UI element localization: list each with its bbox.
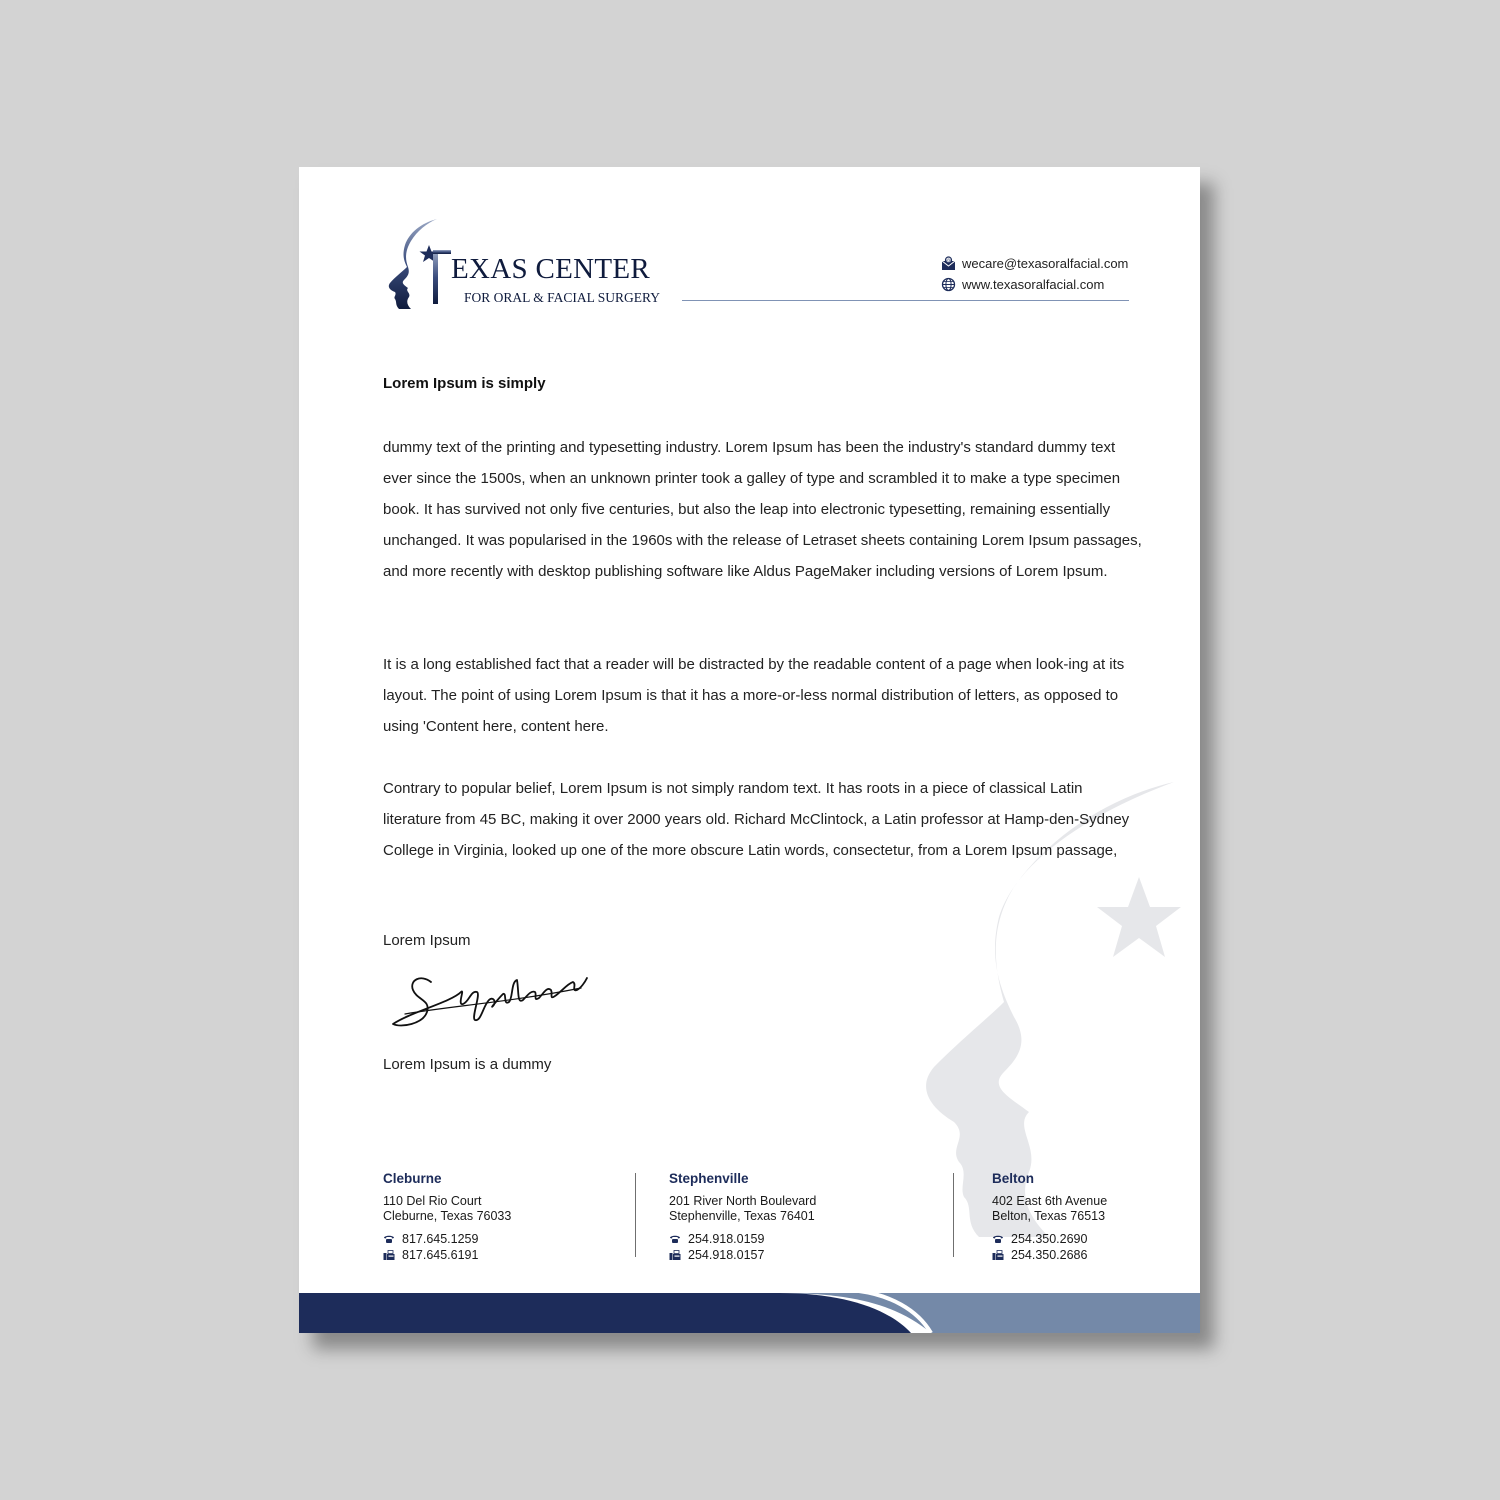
office-stephenville xyxy=(669,1171,816,1263)
footer-band xyxy=(299,1277,1200,1333)
phone-icon xyxy=(383,1234,395,1244)
contact-email-row xyxy=(941,253,1128,274)
office-address-line1: 402 East 6th Avenue xyxy=(992,1194,1108,1208)
signature-image xyxy=(391,962,591,1037)
phone-icon xyxy=(992,1234,1004,1244)
paragraph-text: dummy text of the printing and typesetting industry. Lorem Ipsum has been the industry's standard dummy text ever since the 1500s, when an unknown printer took a galley of type and scrambled it to make a type specimen book. It has survived not only five centuries, but also the leap into electronic typesetting, remaining essentially unchanged. It was popularised in the 1960s with the release of Letraset sheets containing Lorem Ipsum passages, and more recently with desktop publishing software like Aldus PageMaker including versions of Lorem Ipsum. xyxy=(383,439,1142,580)
office-phone[interactable]: 254.350.2690 xyxy=(1011,1231,1088,1246)
contact-email[interactable]: wecare@texasoralfacial.com xyxy=(962,256,1129,271)
brand-logo xyxy=(387,215,677,311)
office-city: Cleburne xyxy=(383,1171,442,1186)
office-fax-row xyxy=(669,1247,816,1263)
office-phone-row xyxy=(383,1231,511,1247)
globe-icon xyxy=(941,277,956,292)
letter-paragraph-1 xyxy=(383,432,1143,587)
office-address-line2: Cleburne, Texas 76033 xyxy=(383,1209,512,1223)
office-fax[interactable]: 254.918.0157 xyxy=(688,1247,765,1262)
office-phone-row xyxy=(992,1231,1107,1247)
letter-closing: Lorem Ipsum xyxy=(383,932,471,949)
office-address-line1: 110 Del Rio Court xyxy=(383,1194,482,1208)
office-fax-row xyxy=(992,1247,1107,1263)
office-phone[interactable]: 817.645.1259 xyxy=(402,1231,479,1246)
fax-icon xyxy=(383,1250,395,1260)
contact-web-row xyxy=(941,274,1128,295)
office-divider xyxy=(635,1173,636,1257)
paragraph-text: It is a long established fact that a reader will be distracted by the readable content of a page when look-ing at its layout. The point of using Lorem Ipsum is that it has a more-or-less normal distribution of letters, as opposed to using 'Content here, content here. xyxy=(383,656,1125,735)
contact-block xyxy=(941,253,1128,295)
contact-website[interactable]: www.texasoralfacial.com xyxy=(962,277,1105,292)
svg-text:@: @ xyxy=(946,258,951,264)
office-divider xyxy=(953,1173,954,1257)
envelope-icon xyxy=(941,256,956,271)
letter-paragraph-3 xyxy=(383,773,1143,866)
letterhead-sheet xyxy=(299,167,1200,1333)
fax-icon xyxy=(669,1250,681,1260)
letter-paragraph-2 xyxy=(383,649,1143,742)
office-city: Stephenville xyxy=(669,1171,749,1186)
office-fax[interactable]: 817.645.6191 xyxy=(402,1247,479,1262)
phone-icon xyxy=(669,1234,681,1244)
signer-name: Lorem Ipsum is a dummy xyxy=(383,1056,552,1073)
paragraph-text: Contrary to popular belief, Lorem Ipsum is not simply random text. It has roots in a piece of classical Latin literature from 45 BC, making it over 2000 years old. Richard McClintock, a Latin professor at Hamp-den-Sydney College in Virginia, looked up one of the more obscure Latin words, consectetur, from a Lorem Ipsum passage, xyxy=(383,780,1130,859)
office-belton xyxy=(992,1171,1107,1263)
office-address-line2: Stephenville, Texas 76401 xyxy=(669,1209,815,1223)
office-address-line1: 201 River North Boulevard xyxy=(669,1194,817,1208)
office-phone[interactable]: 254.918.0159 xyxy=(688,1231,765,1246)
office-city: Belton xyxy=(992,1171,1034,1186)
office-fax-row xyxy=(383,1247,511,1263)
brand-name: EXAS CENTER xyxy=(451,253,651,285)
office-fax[interactable]: 254.350.2686 xyxy=(1011,1247,1088,1262)
fax-icon xyxy=(992,1250,1004,1260)
letter-title: Lorem Ipsum is simply xyxy=(383,375,546,392)
header-divider xyxy=(682,300,1129,301)
face-logo-icon xyxy=(387,215,457,311)
office-address-line2: Belton, Texas 76513 xyxy=(992,1209,1106,1223)
office-phone-row xyxy=(669,1231,816,1247)
office-cleburne xyxy=(383,1171,511,1263)
brand-tagline: FOR ORAL & FACIAL SURGERY xyxy=(464,290,661,305)
